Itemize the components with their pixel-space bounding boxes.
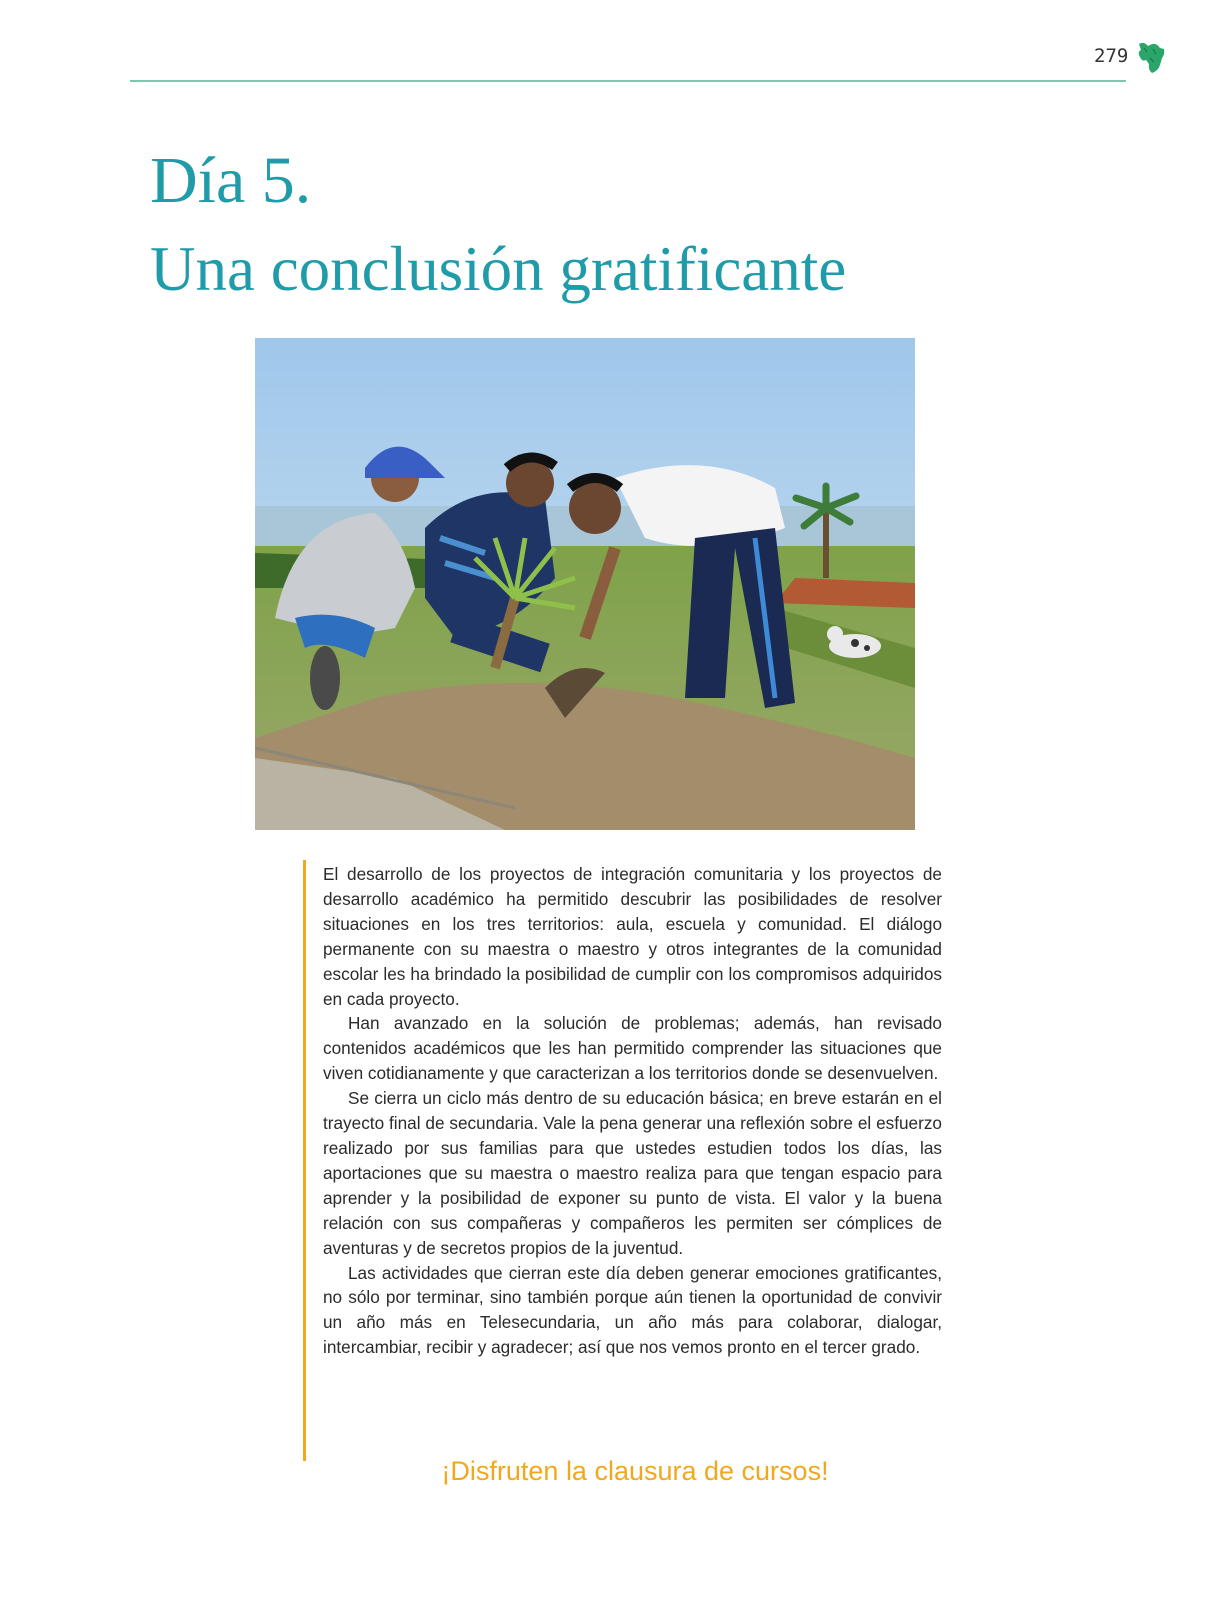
paragraph: Las actividades que cierran este día deben generar emociones gratificantes, no sólo por terminar, sino también porque aún tienen la oportunidad de convivir un año más en Telesecundaria, un año más para colaborar, dialogar, intercambiar, recibir y agradecer; así que nos vemos pronto en el tercer grado. <box>323 1262 942 1358</box>
closing-message: ¡Disfruten la clausura de cursos! <box>441 1456 829 1486</box>
body-text <box>323 862 942 1360</box>
green-mexico-map-icon <box>1136 40 1166 74</box>
header-rule <box>130 80 1126 82</box>
paragraph: Han avanzado en la solución de problemas; además, han revisado contenidos académicos que les han permitido comprender las situaciones que viven cotidianamente y que caracterizan a los territorios donde se desenvuelven. <box>323 1013 942 1084</box>
page-title: Una conclusión gratificante <box>150 234 847 304</box>
title-day: Día 5. <box>150 144 312 217</box>
page-number: 279 <box>1094 45 1129 67</box>
paragraph: El desarrollo de los proyectos de integración comunitaria y los proyectos de desarrollo académico ha permitido descubrir las posibilidades de resolver situaciones en los tres territorios: aula, escuela y comunidad. El diálogo permanente con su maestra o maestro y otros integrantes de la comunidad escolar les ha brindado la posibilidad de cumplir con los compromisos adquiridos en cada proyecto. <box>323 864 942 1009</box>
students-planting-palm-photo <box>255 338 915 830</box>
paragraph: Se cierra un ciclo más dentro de su educación básica; en breve estarán en el trayecto final de secundaria. Vale la pena generar una reflexión sobre el esfuerzo realizado por sus familias para que ustedes estudien todos los días, las aportaciones que su maestra o maestro realiza para que tengan espacio para aprender y la posibilidad de exponer su punto de vista. El valor y la buena relación con sus compañeras y compañeros les permiten ser cómplices de aventuras y de secretos propios de la juventud. <box>323 1088 942 1258</box>
side-accent-rule <box>303 860 306 1461</box>
